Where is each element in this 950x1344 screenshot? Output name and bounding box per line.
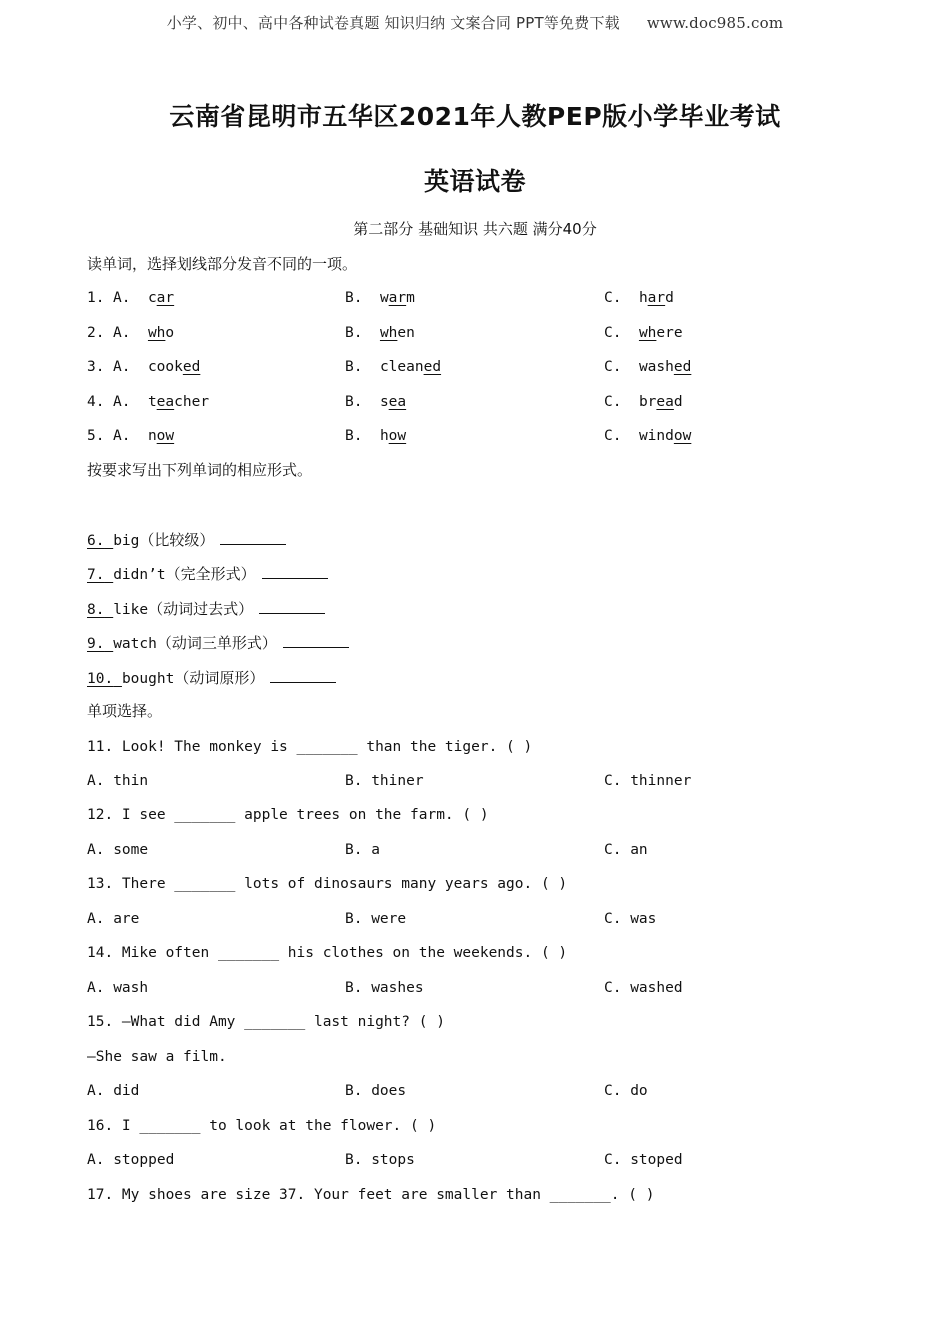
option-b[interactable]: B. does	[345, 1083, 407, 1099]
spacer	[362, 359, 379, 375]
word: like	[113, 602, 149, 618]
word-prefix: wash	[638, 359, 674, 375]
question-11: 11. Look! The monkey is _______ than the tiger. ( )	[87, 739, 533, 755]
options-16	[0, 1149, 950, 1171]
word-form-item	[87, 563, 328, 585]
question-13: 13. There _______ lots of dinosaurs many years ago. ( )	[87, 876, 568, 892]
section1-instruction: 读单词，选择划线部分发音不同的一项。	[87, 255, 358, 273]
word-prefix: h	[638, 290, 648, 306]
page-header	[0, 12, 950, 33]
underlined-part: ea	[156, 394, 175, 410]
options-12	[0, 839, 950, 861]
question-number: 8.	[87, 602, 105, 618]
word-prefix: t	[147, 394, 157, 410]
option-label: C.	[604, 428, 622, 444]
word-suffix: d	[673, 394, 683, 410]
option-label: C.	[604, 394, 622, 410]
phonics-row	[0, 425, 950, 447]
underlined-part: wh	[379, 325, 398, 341]
option-c[interactable]: C. washed	[604, 980, 683, 996]
word-suffix: m	[406, 290, 415, 306]
form-hint: （完全形式）	[165, 565, 256, 583]
spacer	[104, 636, 113, 652]
option-label: A.	[113, 428, 131, 444]
option-b[interactable]: B. washes	[345, 980, 424, 996]
question-number: 1.	[87, 290, 105, 306]
option-b[interactable]	[345, 322, 415, 344]
option-c[interactable]: C. an	[604, 842, 648, 858]
underlined-part: ed	[673, 359, 692, 375]
spacer	[362, 428, 379, 444]
form-hint: （动词原形）	[174, 669, 265, 687]
option-b[interactable]: B. were	[345, 911, 407, 927]
spacer	[130, 290, 147, 306]
question-12: 12. I see _______ apple trees on the farm. ( )	[87, 807, 489, 823]
option-a[interactable]	[113, 425, 174, 447]
option-label: A.	[113, 290, 131, 306]
word: bought	[121, 671, 175, 687]
option-a[interactable]: A. wash	[87, 980, 149, 996]
question-number: 4.	[87, 394, 105, 410]
option-label: B.	[345, 428, 363, 444]
spacer	[104, 602, 113, 618]
word-form-item	[87, 598, 325, 620]
question-16: 16. I _______ to look at the flower. ( )	[87, 1118, 437, 1134]
question-number: 6.	[87, 533, 105, 549]
option-c[interactable]: C. thinner	[604, 773, 692, 789]
question-14: 14. Mike often _______ his clothes on the weekends. ( )	[87, 945, 568, 961]
option-b[interactable]	[345, 425, 406, 447]
word-prefix: c	[147, 290, 157, 306]
underlined-part: wh	[147, 325, 166, 341]
word-suffix: ere	[656, 325, 683, 341]
option-b[interactable]	[345, 391, 406, 413]
question-number: 10.	[87, 671, 114, 687]
question-15: 15. —What did Amy _______ last night? ( )	[87, 1014, 445, 1030]
option-a[interactable]	[113, 391, 209, 413]
spacer	[130, 428, 147, 444]
answer-blank[interactable]	[283, 633, 349, 648]
option-a[interactable]: A. stopped	[87, 1152, 175, 1168]
underlined-part: ow	[156, 428, 175, 444]
form-hint: （动词过去式）	[148, 600, 254, 618]
word-prefix: br	[638, 394, 657, 410]
spacer	[104, 533, 113, 549]
underlined-part: wh	[638, 325, 657, 341]
option-b[interactable]	[345, 356, 441, 378]
spacer	[362, 394, 379, 410]
word-suffix: cher	[174, 394, 210, 410]
option-c[interactable]	[604, 287, 674, 309]
answer-blank[interactable]	[270, 668, 336, 683]
option-a[interactable]: A. are	[87, 911, 140, 927]
option-a[interactable]: A. some	[87, 842, 149, 858]
underlined-part: ed	[423, 359, 442, 375]
option-label: A.	[113, 359, 131, 375]
underlined-part: ar	[156, 290, 175, 306]
word-prefix: h	[379, 428, 389, 444]
question-number: 2.	[87, 325, 105, 341]
word-prefix: n	[147, 428, 157, 444]
option-c[interactable]: C. was	[604, 911, 657, 927]
word-form-item	[87, 667, 336, 689]
question-number: 9.	[87, 636, 105, 652]
underlined-part: ed	[182, 359, 201, 375]
word-form-item	[87, 632, 349, 654]
spacer	[113, 671, 122, 687]
form-hint: （比较级）	[139, 531, 215, 549]
option-label: B.	[345, 394, 363, 410]
option-label: C.	[604, 325, 622, 341]
word-suffix: en	[397, 325, 415, 341]
question-15-answer: —She saw a film.	[87, 1049, 227, 1065]
word-suffix: o	[165, 325, 175, 341]
spacer	[621, 394, 638, 410]
header-banner: 小学、初中、高中各种试卷真题 知识归纳 文案合同 PPT等免费下载	[166, 14, 620, 32]
phonics-row	[0, 391, 950, 413]
exam-subtitle: 英语试卷	[423, 167, 526, 196]
spacer	[130, 359, 147, 375]
option-c[interactable]	[604, 322, 683, 344]
exam-title: 云南省昆明市五华区2021年人教PEP版小学毕业考试	[169, 102, 781, 131]
phonics-row	[0, 322, 950, 344]
word: big	[113, 533, 140, 549]
spacer	[130, 394, 147, 410]
underlined-part: ar	[388, 290, 407, 306]
question-17: 17. My shoes are size 37. Your feet are smaller than _______. ( )	[87, 1187, 655, 1203]
question-number: 7.	[87, 567, 105, 583]
spacer	[104, 567, 113, 583]
spacer	[130, 325, 147, 341]
underlined-part: ea	[388, 394, 407, 410]
spacer	[362, 290, 379, 306]
form-hint: （动词三单形式）	[156, 634, 277, 652]
options-11	[0, 770, 950, 792]
word-prefix: s	[379, 394, 389, 410]
word-prefix: wind	[638, 428, 674, 444]
option-c[interactable]	[604, 391, 683, 413]
word-form-item	[87, 529, 286, 551]
option-label: A.	[113, 394, 131, 410]
spacer	[621, 359, 638, 375]
option-a[interactable]: A. did	[87, 1083, 140, 1099]
part-heading: 第二部分 基础知识 共六题 满分40分	[353, 220, 597, 238]
option-b[interactable]	[345, 287, 415, 309]
phonics-row	[0, 287, 950, 309]
question-number: 5.	[87, 428, 105, 444]
option-a[interactable]	[113, 322, 174, 344]
option-label: B.	[345, 325, 363, 341]
option-label: C.	[604, 290, 622, 306]
header-site-link[interactable]: www.doc985.com	[646, 14, 784, 32]
option-a[interactable]: A. thin	[87, 773, 149, 789]
word-prefix: clean	[379, 359, 424, 375]
underlined-part: ar	[647, 290, 666, 306]
options-13	[0, 908, 950, 930]
spacer	[621, 290, 638, 306]
answer-blank[interactable]	[262, 564, 328, 579]
section2-instruction: 按要求写出下列单词的相应形式。	[87, 461, 313, 479]
option-label: C.	[604, 359, 622, 375]
word-suffix: d	[665, 290, 674, 306]
option-label: A.	[113, 325, 131, 341]
option-a[interactable]	[113, 356, 200, 378]
option-c[interactable]: C. do	[604, 1083, 648, 1099]
word-prefix: w	[379, 290, 389, 306]
spacer	[621, 325, 638, 341]
option-label: B.	[345, 359, 363, 375]
option-a[interactable]	[113, 287, 174, 309]
option-b[interactable]: B. stops	[345, 1152, 415, 1168]
option-b[interactable]: B. thiner	[345, 773, 424, 789]
options-14	[0, 977, 950, 999]
spacer	[362, 325, 379, 341]
option-b[interactable]: B. a	[345, 842, 380, 858]
question-number: 3.	[87, 359, 105, 375]
answer-blank[interactable]	[220, 530, 286, 545]
section3-instruction: 单项选择。	[87, 702, 163, 720]
options-15	[0, 1080, 950, 1102]
answer-blank[interactable]	[259, 599, 325, 614]
word: watch	[113, 636, 157, 652]
underlined-part: ea	[656, 394, 674, 410]
word-prefix: cook	[147, 359, 183, 375]
phonics-row	[0, 356, 950, 378]
word: didn’t	[113, 567, 166, 583]
underlined-part: ow	[388, 428, 407, 444]
option-label: B.	[345, 290, 363, 306]
option-c[interactable]	[604, 425, 691, 447]
spacer	[621, 428, 638, 444]
option-c[interactable]	[604, 356, 691, 378]
option-c[interactable]: C. stoped	[604, 1152, 683, 1168]
underlined-part: ow	[673, 428, 692, 444]
